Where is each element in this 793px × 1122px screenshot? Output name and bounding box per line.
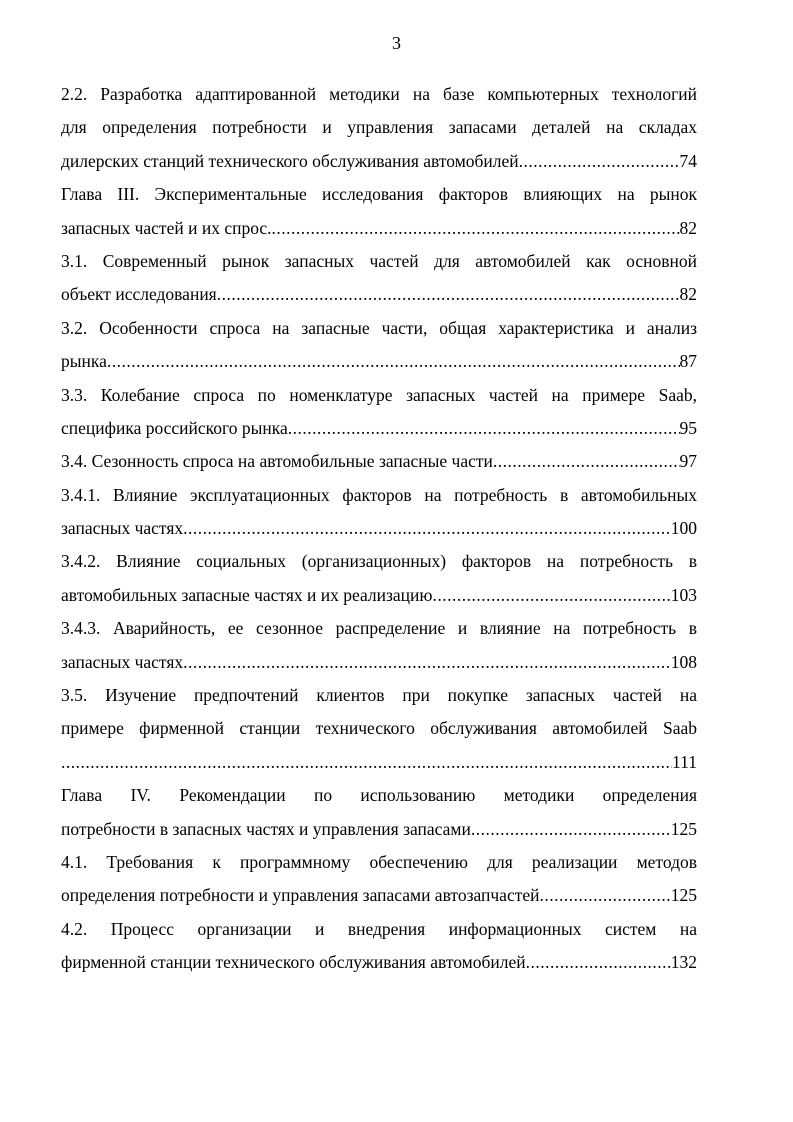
toc-page-number: 82 bbox=[679, 217, 697, 238]
toc-line: 2.2. Разработка адаптированной методики на базе компьютерных технологий bbox=[61, 84, 697, 104]
toc-entry-text: 3.4. Сезонность спроса на автомобильные запасные части bbox=[61, 451, 493, 472]
page-number: 3 bbox=[392, 33, 401, 53]
toc-line: Глава III. Экспериментальные исследования факторов влияющих на рынок bbox=[61, 184, 697, 205]
toc-page-number: 87 bbox=[679, 351, 697, 372]
toc-entry-text: потребности в запасных частях и управления запасами bbox=[61, 818, 471, 839]
dot-leader bbox=[288, 412, 680, 445]
toc-page-number: 132 bbox=[670, 952, 697, 973]
toc-entry bbox=[61, 512, 697, 545]
dot-leader bbox=[107, 345, 680, 378]
toc-page-number: 103 bbox=[670, 584, 697, 605]
toc-entry bbox=[61, 879, 697, 912]
table-of-contents bbox=[61, 78, 697, 980]
toc-entry bbox=[61, 345, 697, 378]
toc-entry bbox=[61, 946, 697, 979]
toc-entry-text: специфика российского рынка bbox=[61, 417, 288, 438]
toc-entry bbox=[61, 813, 697, 846]
toc-entry-text: автомобильных запасные частях и их реализацию bbox=[61, 584, 433, 605]
dot-leader bbox=[183, 512, 671, 545]
toc-entry-text: объект исследования bbox=[61, 284, 217, 305]
toc-entry-text: запасных частях bbox=[61, 518, 184, 539]
toc-line: для определения потребности и управления запасами деталей на складах bbox=[61, 117, 697, 138]
toc-line: Глава IV. Рекомендации по использованию методики определения bbox=[61, 785, 697, 806]
toc-entry-text: дилерских станций технического обслуживания автомобилей bbox=[61, 150, 519, 171]
dot-leader bbox=[272, 212, 680, 245]
dot-leader bbox=[540, 879, 671, 912]
toc-page-number: 111 bbox=[672, 751, 697, 772]
toc-page-number: 125 bbox=[670, 885, 697, 906]
toc-line: 4.1. Требования к программному обеспечению для реализации методов bbox=[61, 851, 697, 872]
toc-page-number: 100 bbox=[670, 518, 697, 539]
toc-entry-text: определения потребности и управления запасами автозапчастей bbox=[61, 885, 540, 906]
toc-entry bbox=[61, 646, 697, 679]
toc-entry-text: запасных частей и их спрос. bbox=[61, 217, 272, 238]
toc-line: примере фирменной станции технического обслуживания автомобилей Saab bbox=[61, 718, 697, 739]
toc-line: 3.3. Колебание спроса по номенклатуре запасных частей на примере Saab, bbox=[61, 384, 697, 405]
toc-entry-text: запасных частях bbox=[61, 651, 184, 672]
dot-leader bbox=[471, 813, 671, 846]
toc-line: 3.4.2. Влияние социальных (организационных) факторов на потребность в bbox=[61, 551, 697, 572]
toc-page-number: 125 bbox=[670, 818, 697, 839]
toc-page-number: 95 bbox=[679, 417, 697, 438]
dot-leader bbox=[526, 946, 671, 979]
toc-entry bbox=[61, 579, 697, 612]
toc-line: 3.1. Современный рынок запасных частей для автомобилей как основной bbox=[61, 250, 697, 271]
toc-page-number: 108 bbox=[670, 651, 697, 672]
toc-entry bbox=[61, 278, 697, 311]
toc-entry-text: рынка bbox=[61, 351, 107, 372]
dot-leader bbox=[183, 646, 671, 679]
toc-entry bbox=[61, 412, 697, 445]
toc-page-number: 82 bbox=[679, 284, 697, 305]
toc-line: 3.4.1. Влияние эксплуатационных факторов на потребность в автомобильных bbox=[61, 484, 697, 505]
dot-leader bbox=[217, 278, 680, 311]
dot-leader bbox=[61, 746, 672, 779]
toc-line: 4.2. Процесс организации и внедрения информационных систем на bbox=[61, 918, 697, 939]
toc-line: 3.4.3. Аварийность, ее сезонное распределение и влияние на потребность в bbox=[61, 618, 697, 639]
dot-leader bbox=[519, 145, 680, 178]
toc-entry bbox=[61, 746, 697, 779]
toc-page-number: 97 bbox=[679, 451, 697, 472]
toc-entry bbox=[61, 445, 697, 478]
toc-page-number: 74 bbox=[679, 150, 697, 171]
dot-leader bbox=[433, 579, 671, 612]
toc-entry bbox=[61, 212, 697, 245]
toc-line: 3.5. Изучение предпочтений клиентов при покупке запасных частей на bbox=[61, 685, 697, 706]
dot-leader bbox=[493, 445, 680, 478]
toc-line: 3.2. Особенности спроса на запасные части, общая характеристика и анализ bbox=[61, 317, 697, 338]
toc-entry-text: фирменной станции технического обслуживания автомобилей bbox=[61, 952, 526, 973]
toc-entry bbox=[61, 145, 697, 178]
